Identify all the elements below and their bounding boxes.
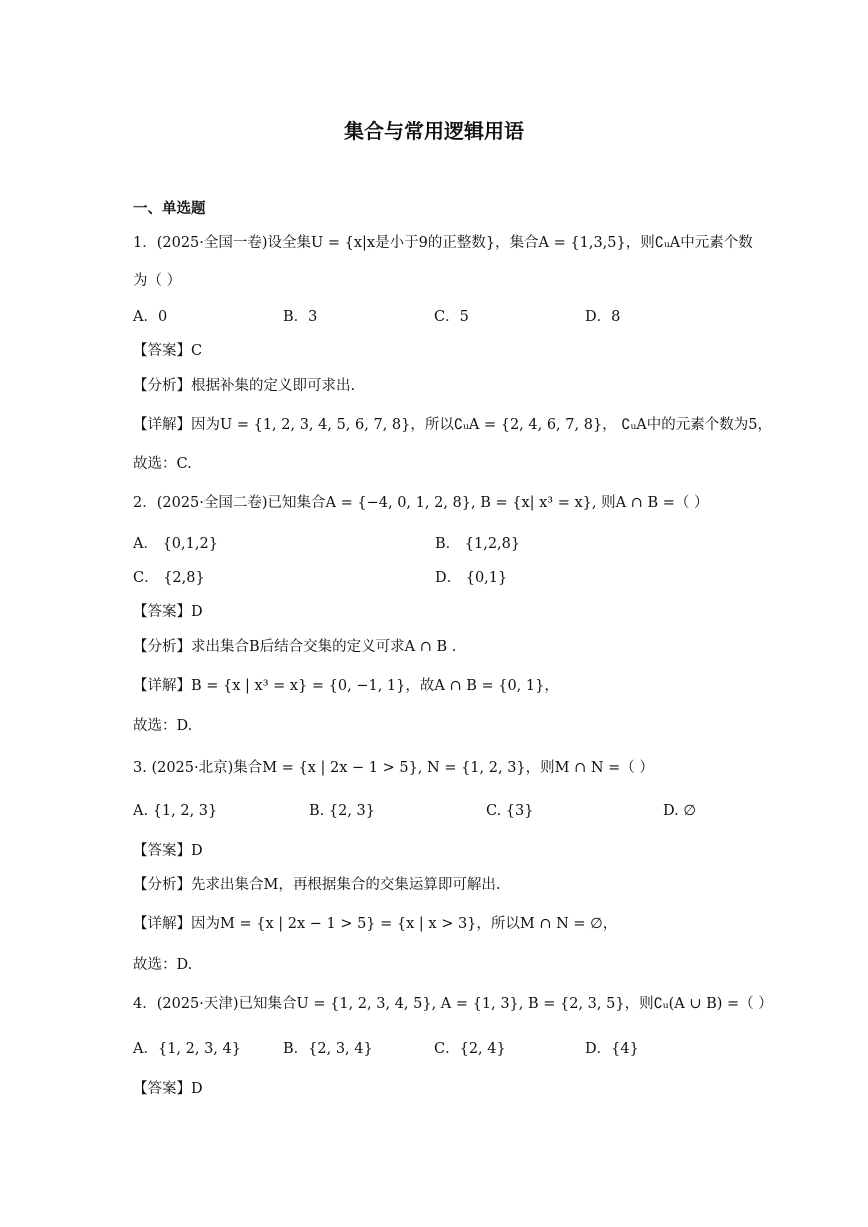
q2-option-c: C． {2,8} [133,570,205,586]
q2-detail: 【详解】B = {x | x³ = x} = {0, −1, 1}，故A ∩ B = {0, 1}， [133,678,559,694]
q2-answer: 【答案】D [133,604,203,620]
q1-option-d: D．8 [585,309,621,325]
q4-answer: 【答案】D [133,1081,203,1097]
q1-stem-line2: 为（ ） [133,273,182,289]
q3-stem: 3. (2025·北京)集合M = {x | 2x − 1 > 5}, N = {1, 2, 3}，则M ∩ N =（ ） [133,760,654,776]
q3-choice: 故选：D. [133,957,193,973]
q1-answer: 【答案】C [133,343,203,359]
q2-analysis: 【分析】求出集合B后结合交集的定义可求A ∩ B . [133,639,457,655]
q4-option-d: D．{4} [585,1041,639,1057]
q4-stem: 4．(2025·天津)已知集合U = {1, 2, 3, 4, 5}, A = {1, 3}, B = {2, 3, 5}，则∁ᵤ(A ∪ B) =（ ） [133,996,773,1012]
q3-detail: 【详解】因为M = {x | 2x − 1 > 5} = {x | x > 3}，所以M ∩ N = ∅， [133,916,618,932]
q3-analysis: 【分析】先求出集合M，再根据集合的交集运算即可解出. [133,877,501,893]
q1-option-b: B．3 [283,309,318,325]
q3-answer: 【答案】D [133,843,203,859]
q1-analysis: 【分析】根据补集的定义即可求出. [133,378,356,394]
section-heading: 一、单选题 [133,201,206,217]
q3-option-a: A. {1, 2, 3} [133,803,218,819]
q1-stem-line1: 1．(2025·全国一卷)设全集U = {x|x是小于9的正整数}，集合A = {1,3,5}，则∁ᵤA中元素个数 [133,235,753,251]
q4-option-b: B．{2, 3, 4} [283,1041,373,1057]
q3-option-b: B. {2, 3} [309,803,375,819]
q2-option-b: B． {1,2,8} [435,536,521,552]
q2-stem: 2．(2025·全国二卷)已知集合A = {−4, 0, 1, 2, 8}, B = {x| x³ = x}, 则A ∩ B =（ ） [133,495,709,511]
q2-option-a: A． {0,1,2} [133,536,218,552]
q4-option-c: C．{2, 4} [434,1041,506,1057]
q1-option-a: A．0 [133,309,168,325]
q1-choice: 故选：C. [133,456,192,472]
q1-detail: 【详解】因为U = {1, 2, 3, 4, 5, 6, 7, 8}，所以∁ᵤA = {2, 4, 6, 7, 8}， ∁ᵤA中的元素个数为5， [133,417,772,433]
q4-option-a: A．{1, 2, 3, 4} [133,1041,241,1057]
q2-choice: 故选：D. [133,718,193,734]
q3-option-c: C. {3} [486,803,534,819]
q3-option-d: D. ∅ [663,803,696,819]
page-title: 集合与常用逻辑用语 [344,119,524,143]
q2-option-d: D． {0,1} [435,570,508,586]
q1-option-c: C．5 [434,309,469,325]
